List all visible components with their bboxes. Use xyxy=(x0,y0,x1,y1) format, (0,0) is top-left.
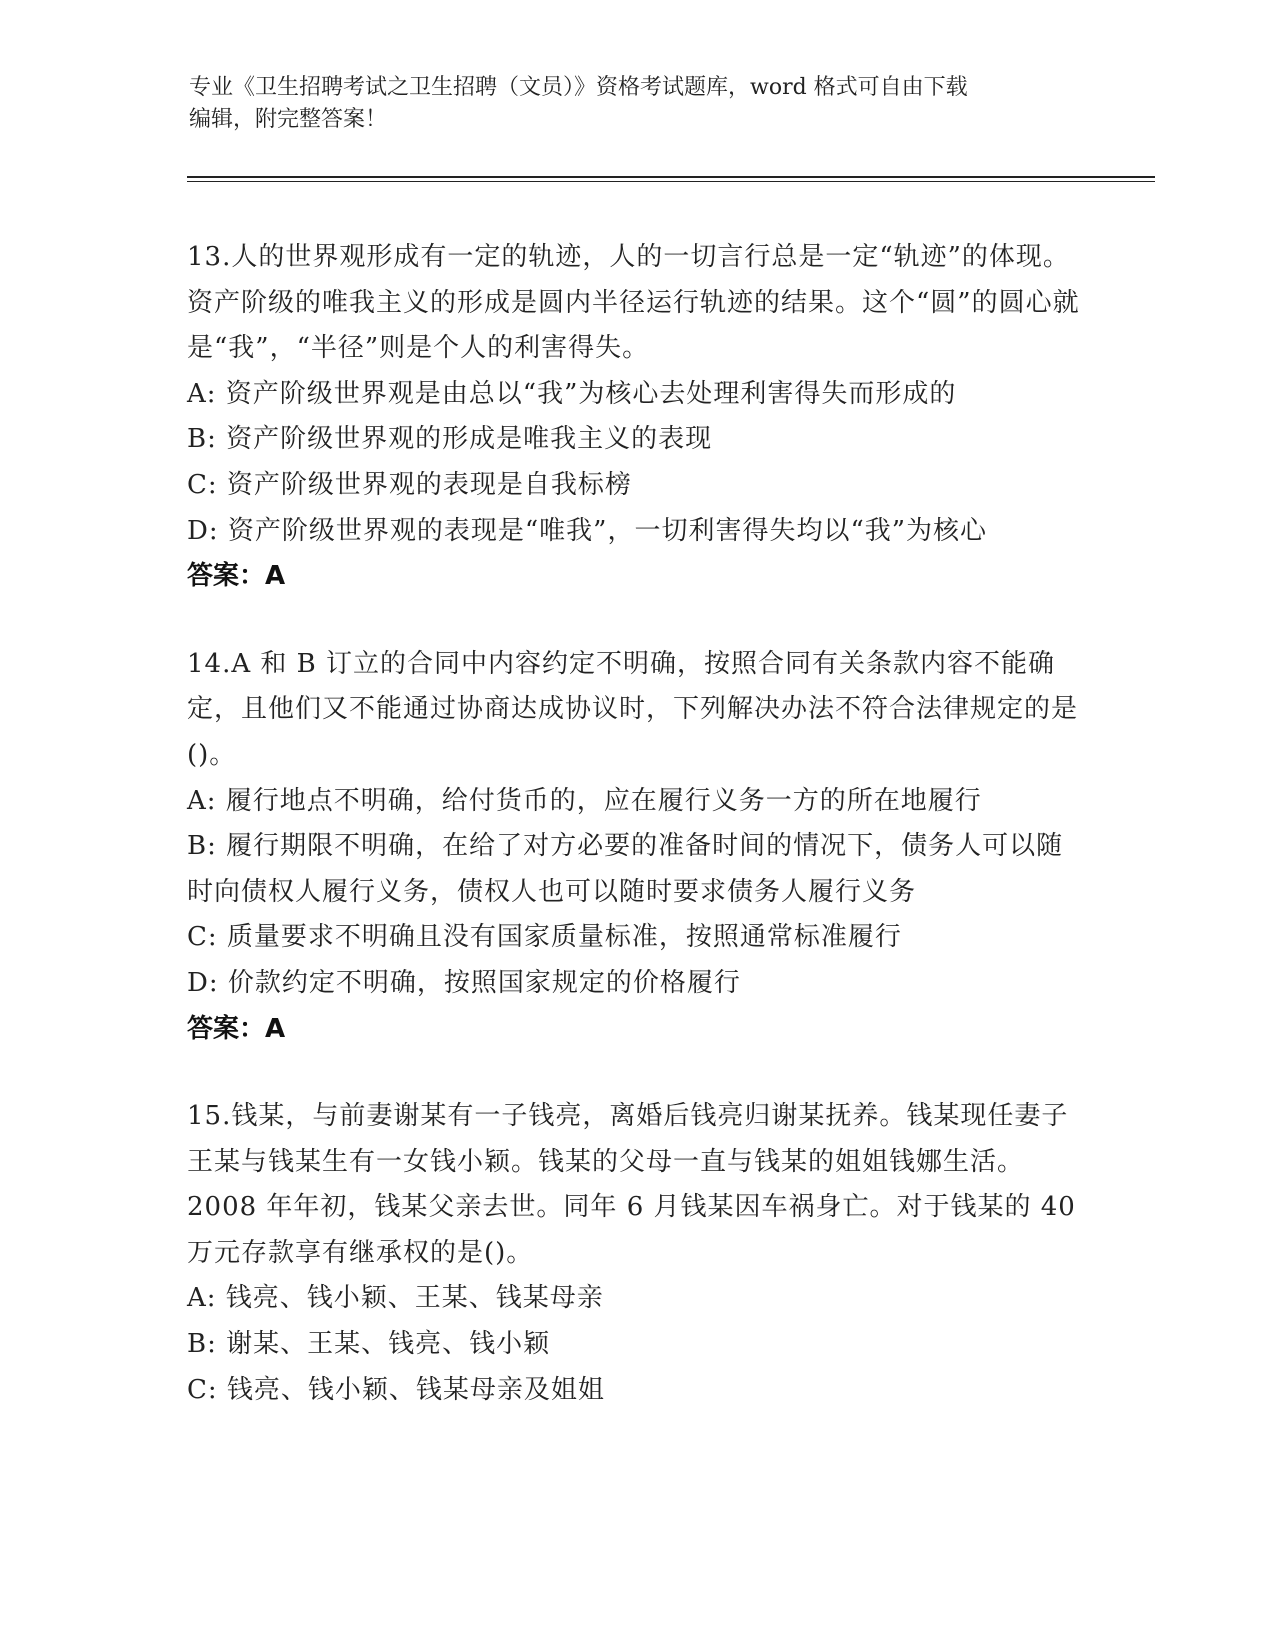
option-d: D: 价款约定不明确，按照国家规定的价格履行 xyxy=(187,967,741,998)
question-14 xyxy=(187,642,1087,1052)
answer-label: 答案：A xyxy=(187,1013,286,1044)
option-c: C: 钱亮、钱小颖、钱某母亲及姐姐 xyxy=(187,1374,605,1405)
question-15 xyxy=(187,1094,1087,1413)
question-13 xyxy=(187,235,1087,600)
document-header xyxy=(189,72,1089,136)
question-stem: 15.钱某，与前妻谢某有一子钱亮，离婚后钱亮归谢某抚养。钱某现任妻子王某与钱某生有一女钱小颖。钱某的父母一直与钱某的姐姐钱娜生活。2008 年年初，钱某父亲去世。同年 6 月钱某因车祸身亡。对于钱某的 40 万元存款享有继承权的是()。 xyxy=(187,1101,1076,1268)
option-d: D: 资产阶级世界观的表现是“唯我”，一切利害得失均以“我”为核心 xyxy=(187,515,988,546)
question-list xyxy=(187,235,1087,1455)
option-a: A: 资产阶级世界观是由总以“我”为核心去处理利害得失而形成的 xyxy=(187,378,957,409)
option-c: C: 资产阶级世界观的表现是自我标榜 xyxy=(187,469,632,500)
header-divider-thin xyxy=(187,181,1155,182)
option-c: C: 质量要求不明确且没有国家质量标准，按照通常标准履行 xyxy=(187,922,902,953)
option-a: A: 钱亮、钱小颖、王某、钱某母亲 xyxy=(187,1283,604,1314)
answer-label: 答案：A xyxy=(187,561,286,592)
option-b: B: 履行期限不明确，在给了对方必要的准备时间的情况下，债务人可以随时向债权人履行义务，债权人也可以随时要求债务人履行义务 xyxy=(187,831,1064,907)
question-stem: 14.A 和 B 订立的合同中内容约定不明确，按照合同有关条款内容不能确定，且他们又不能通过协商达成协议时，下列解决办法不符合法律规定的是()。 xyxy=(187,648,1079,770)
option-a: A: 履行地点不明确，给付货币的，应在履行义务一方的所在地履行 xyxy=(187,785,982,816)
option-b: B: 谢某、王某、钱亮、钱小颖 xyxy=(187,1329,551,1360)
header-divider-thick xyxy=(187,176,1155,178)
header-line-2: 编辑，附完整答案！ xyxy=(189,107,388,132)
option-b: B: 资产阶级世界观的形成是唯我主义的表现 xyxy=(187,424,713,455)
question-stem: 13.人的世界观形成有一定的轨迹，人的一切言行总是一定“轨迹”的体现。资产阶级的唯我主义的形成是圆内半径运行轨迹的结果。这个“圆”的圆心就是“我”，“半径”则是个人的利害得失。 xyxy=(187,242,1080,364)
header-line-1: 专业《卫生招聘考试之卫生招聘（文员）》资格考试题库，word 格式可自由下载 xyxy=(189,75,968,100)
